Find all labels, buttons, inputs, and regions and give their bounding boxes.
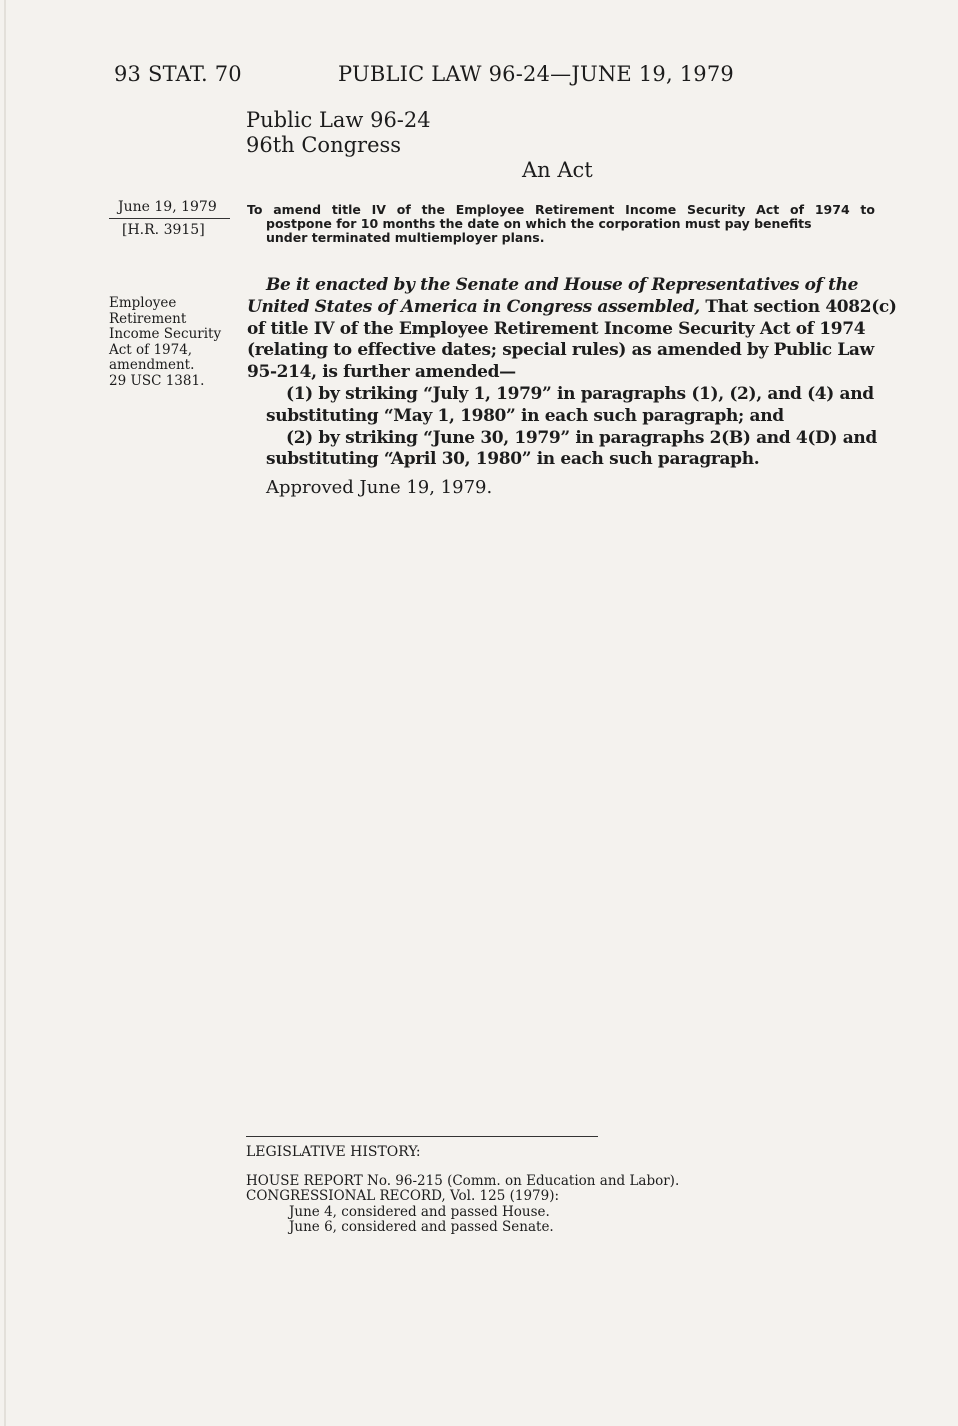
act-label: An Act	[522, 158, 593, 182]
body-line: of title IV of the Employee Retirement Income Security Act of 1974	[247, 318, 866, 339]
legislative-history-title: LEGISLATIVE HISTORY:	[246, 1144, 421, 1160]
paragraph-1: (1) by striking “July 1, 1979” in paragraphs (1), (2), and (4) and	[286, 383, 874, 404]
margin-note	[109, 296, 239, 389]
paragraph-2: (2) by striking “June 30, 1979” in paragraphs 2(B) and 4(D) and	[286, 427, 877, 448]
body-line: (relating to effective dates; special rules) as amended by Public Law	[247, 340, 874, 361]
margin-note-line: Employee	[109, 295, 177, 311]
approval-date: Approved June 19, 1979.	[266, 477, 493, 498]
act-body	[247, 275, 897, 471]
enacting-clause-text: Be it enacted by the Senate and House of Representatives of the	[266, 275, 859, 295]
act-purpose	[247, 203, 875, 245]
house-report: HOUSE REPORT No. 96-215 (Comm. on Education and Labor).	[246, 1173, 680, 1189]
purpose-line: postpone for 10 months the date on which the corporation must pay benefits	[266, 216, 812, 231]
stat-page-number: 93 STAT. 70	[114, 62, 242, 86]
house-action: June 4, considered and passed House.	[289, 1204, 550, 1220]
congress-number: 96th Congress	[246, 133, 402, 157]
page-edge	[4, 0, 6, 1426]
enacting-clause-cont	[247, 296, 897, 319]
paragraph-2-cont: substituting “April 30, 1980” in each such paragraph.	[266, 449, 760, 470]
legislative-history-rule	[246, 1136, 598, 1137]
purpose-line: under terminated multiemployer plans.	[266, 230, 545, 245]
margin-note-line: Income Security	[109, 326, 222, 342]
public-law-number: Public Law 96-24	[246, 108, 431, 132]
senate-action: June 6, considered and passed Senate.	[289, 1219, 554, 1235]
margin-divider	[109, 218, 230, 219]
enacting-clause	[247, 275, 871, 297]
margin-note-line: 29 USC 1381.	[109, 372, 205, 389]
paragraph-1-cont: substituting “May 1, 1980” in each such paragraph; and	[266, 405, 784, 426]
margin-note-line: Act of 1974,	[109, 341, 193, 358]
margin-date: June 19, 1979	[118, 199, 217, 215]
purpose-line: To amend title IV of the Employee Retirement Income Security Act of 1974 to	[247, 202, 875, 217]
enacting-clause-text: United States of America in Congress assembled,	[247, 296, 700, 317]
margin-note-line: amendment.	[109, 357, 195, 373]
congressional-record: CONGRESSIONAL RECORD, Vol. 125 (1979):	[246, 1188, 560, 1204]
running-header: PUBLIC LAW 96-24—JUNE 19, 1979	[338, 62, 734, 86]
body-line: 95-214, is further amended—	[247, 362, 516, 383]
margin-note-line: Retirement	[109, 310, 187, 327]
section-reference: That section 4082(c)	[699, 296, 897, 317]
margin-bill-number: [H.R. 3915]	[122, 222, 205, 238]
